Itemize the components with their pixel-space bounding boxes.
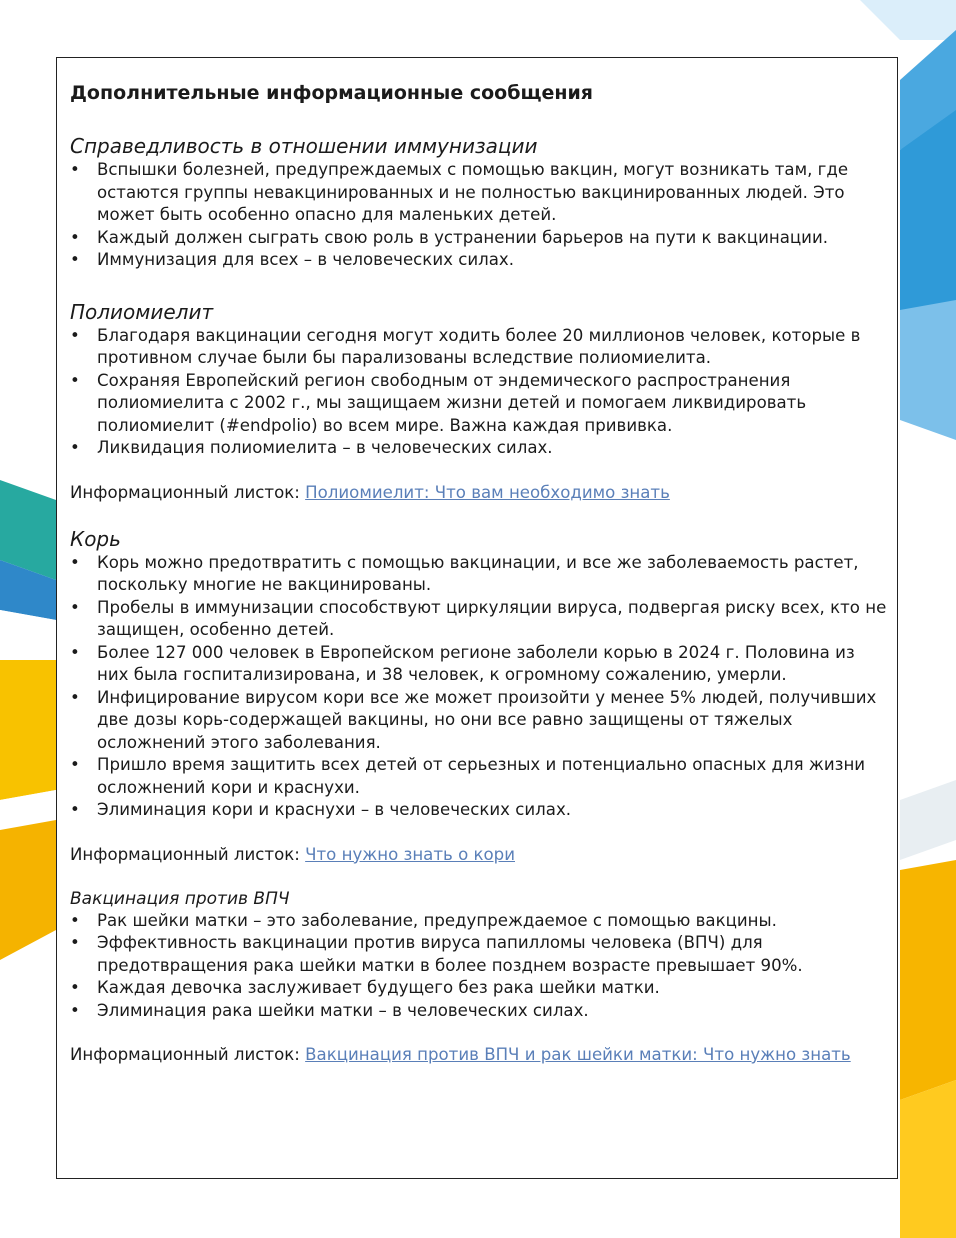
list-item-text: Иммунизация для всех – в человеческих силах.: [97, 250, 514, 269]
section-heading: Корь: [70, 526, 121, 551]
section-hpv: [70, 888, 887, 1067]
ribbon-shape: [0, 660, 56, 800]
list-item-text: Сохраняя Европейский регион свободным от эндемического распространения полиомиелита с 2002 г., мы защищаем жизни детей и помогаем ликвидировать полиомиелит (#endpolio) во всем мире. Важна каждая прививка.: [97, 370, 807, 435]
info-sheet-line: [70, 1044, 887, 1066]
ribbon-shape: [900, 1080, 956, 1238]
list-item: [70, 227, 887, 250]
list-item-text: Каждый должен сыграть свою роль в устранении барьеров на пути к вакцинации.: [97, 227, 829, 247]
bullet-icon: •: [70, 438, 80, 457]
bullet-icon: •: [70, 160, 80, 179]
list-item: [70, 754, 887, 799]
bullet-icon: •: [70, 227, 80, 247]
page-title: Дополнительные информационные сообщения: [70, 82, 594, 104]
ribbon-shape: [900, 780, 956, 860]
bullet-icon: •: [70, 910, 80, 930]
bullet-icon: •: [70, 1000, 80, 1020]
ribbon-shape: [0, 820, 56, 960]
list-item: [70, 687, 887, 755]
list-item-text: Элиминация кори и краснухи – в человеческих силах.: [97, 800, 572, 819]
list-item-text: Более 127 000 человек в Европейском регионе заболели корью в 2024 г. Половина из них была госпитализирована, и 38 человек, к огромному сожалению, умерли.: [97, 642, 855, 684]
bullet-icon: •: [70, 370, 80, 390]
info-sheet-label: Информационный листок:: [70, 844, 306, 864]
content-card: [56, 57, 898, 1179]
bullet-list: [70, 910, 887, 1023]
list-item-text: Каждая девочка заслуживает будущего без рака шейки матки.: [97, 978, 660, 997]
info-sheet-label: Информационный листок:: [70, 1045, 306, 1064]
bullet-icon: •: [70, 552, 80, 572]
section-immunization-equity: [70, 133, 887, 272]
list-item: [70, 932, 887, 977]
bullet-icon: •: [70, 755, 80, 774]
list-item-text: Элиминация рака шейки матки – в человеческих силах.: [97, 1000, 589, 1020]
section-measles: [70, 526, 887, 866]
bullet-icon: •: [70, 687, 80, 707]
bullet-list: [70, 552, 887, 822]
bullet-list: [70, 159, 887, 272]
info-sheet-line: [70, 482, 887, 504]
ribbon-shape: [900, 300, 956, 440]
list-item-text: Эффективность вакцинации против вируса папилломы человека (ВПЧ) для предотвращения рака шейки матки в более позднем возрасте превышает 90%.: [97, 933, 803, 975]
bullet-icon: •: [70, 325, 80, 345]
list-item-text: Корь можно предотвратить с помощью вакцинации, и все же заболеваемость растет, поскольку многие не вакцинированы.: [97, 552, 859, 594]
info-sheet-link-hpv[interactable]: Вакцинация против ВПЧ и рак шейки матки: Что нужно знать: [305, 1045, 851, 1064]
list-item: [70, 325, 887, 370]
list-item-text: Вспышки болезней, предупреждаемых с помощью вакцин, могут возникать там, где остаются группы невакцинированных и не полностью вакцинированных людей. Это может быть особенно опасно для маленьких детей.: [97, 160, 849, 224]
section-heading: Справедливость в отношении иммунизации: [70, 134, 538, 158]
list-item-text: Рак шейки матки – это заболевание, предупреждаемое с помощью вакцины.: [97, 910, 777, 930]
bullet-icon: •: [70, 597, 80, 617]
info-sheet-link-measles[interactable]: Что нужно знать о кори: [305, 844, 515, 864]
bullet-icon: •: [70, 978, 80, 997]
list-item-text: Инфицирование вирусом кори все же может произойти у менее 5% людей, получивших две дозы корь-содержащей вакцины, но они все равно защищены от тяжелых осложнений этого заболевания.: [97, 687, 877, 752]
info-sheet-link-polio[interactable]: Полиомиелит: Что вам необходимо знать: [305, 482, 670, 502]
bullet-list: [70, 325, 887, 460]
list-item: [70, 910, 887, 933]
list-item-text: Пробелы в иммунизации способствуют циркуляции вируса, подвергая риску всех, кто не защищен, особенно детей.: [97, 597, 887, 639]
list-item: [70, 642, 887, 687]
list-item: [70, 552, 887, 597]
list-item: [70, 1000, 887, 1023]
bullet-icon: •: [70, 642, 80, 662]
section-heading: Полиомиелит: [70, 299, 214, 324]
bullet-icon: •: [70, 933, 80, 952]
list-item: [70, 799, 887, 822]
ribbon-shape: [860, 0, 956, 40]
list-item: [70, 249, 887, 272]
list-item: [70, 977, 887, 1000]
list-item: [70, 370, 887, 438]
info-sheet-line: [70, 844, 887, 866]
section-heading: Вакцинация против ВПЧ: [70, 888, 290, 909]
bullet-icon: •: [70, 800, 80, 819]
list-item-text: Пришло время защитить всех детей от серьезных и потенциально опасных для жизни осложнений кори и краснухи.: [97, 755, 866, 797]
list-item-text: Ликвидация полиомиелита – в человеческих силах.: [97, 438, 553, 457]
list-item: [70, 159, 887, 227]
bullet-icon: •: [70, 250, 80, 269]
list-item: [70, 437, 887, 460]
list-item: [70, 597, 887, 642]
ribbon-shape: [900, 860, 956, 1100]
section-polio: [70, 299, 887, 504]
info-sheet-label: Информационный листок:: [70, 482, 306, 502]
list-item-text: Благодаря вакцинации сегодня могут ходить более 20 миллионов человек, которые в противном случае были бы парализованы вследствие полиомиелита.: [97, 325, 861, 367]
